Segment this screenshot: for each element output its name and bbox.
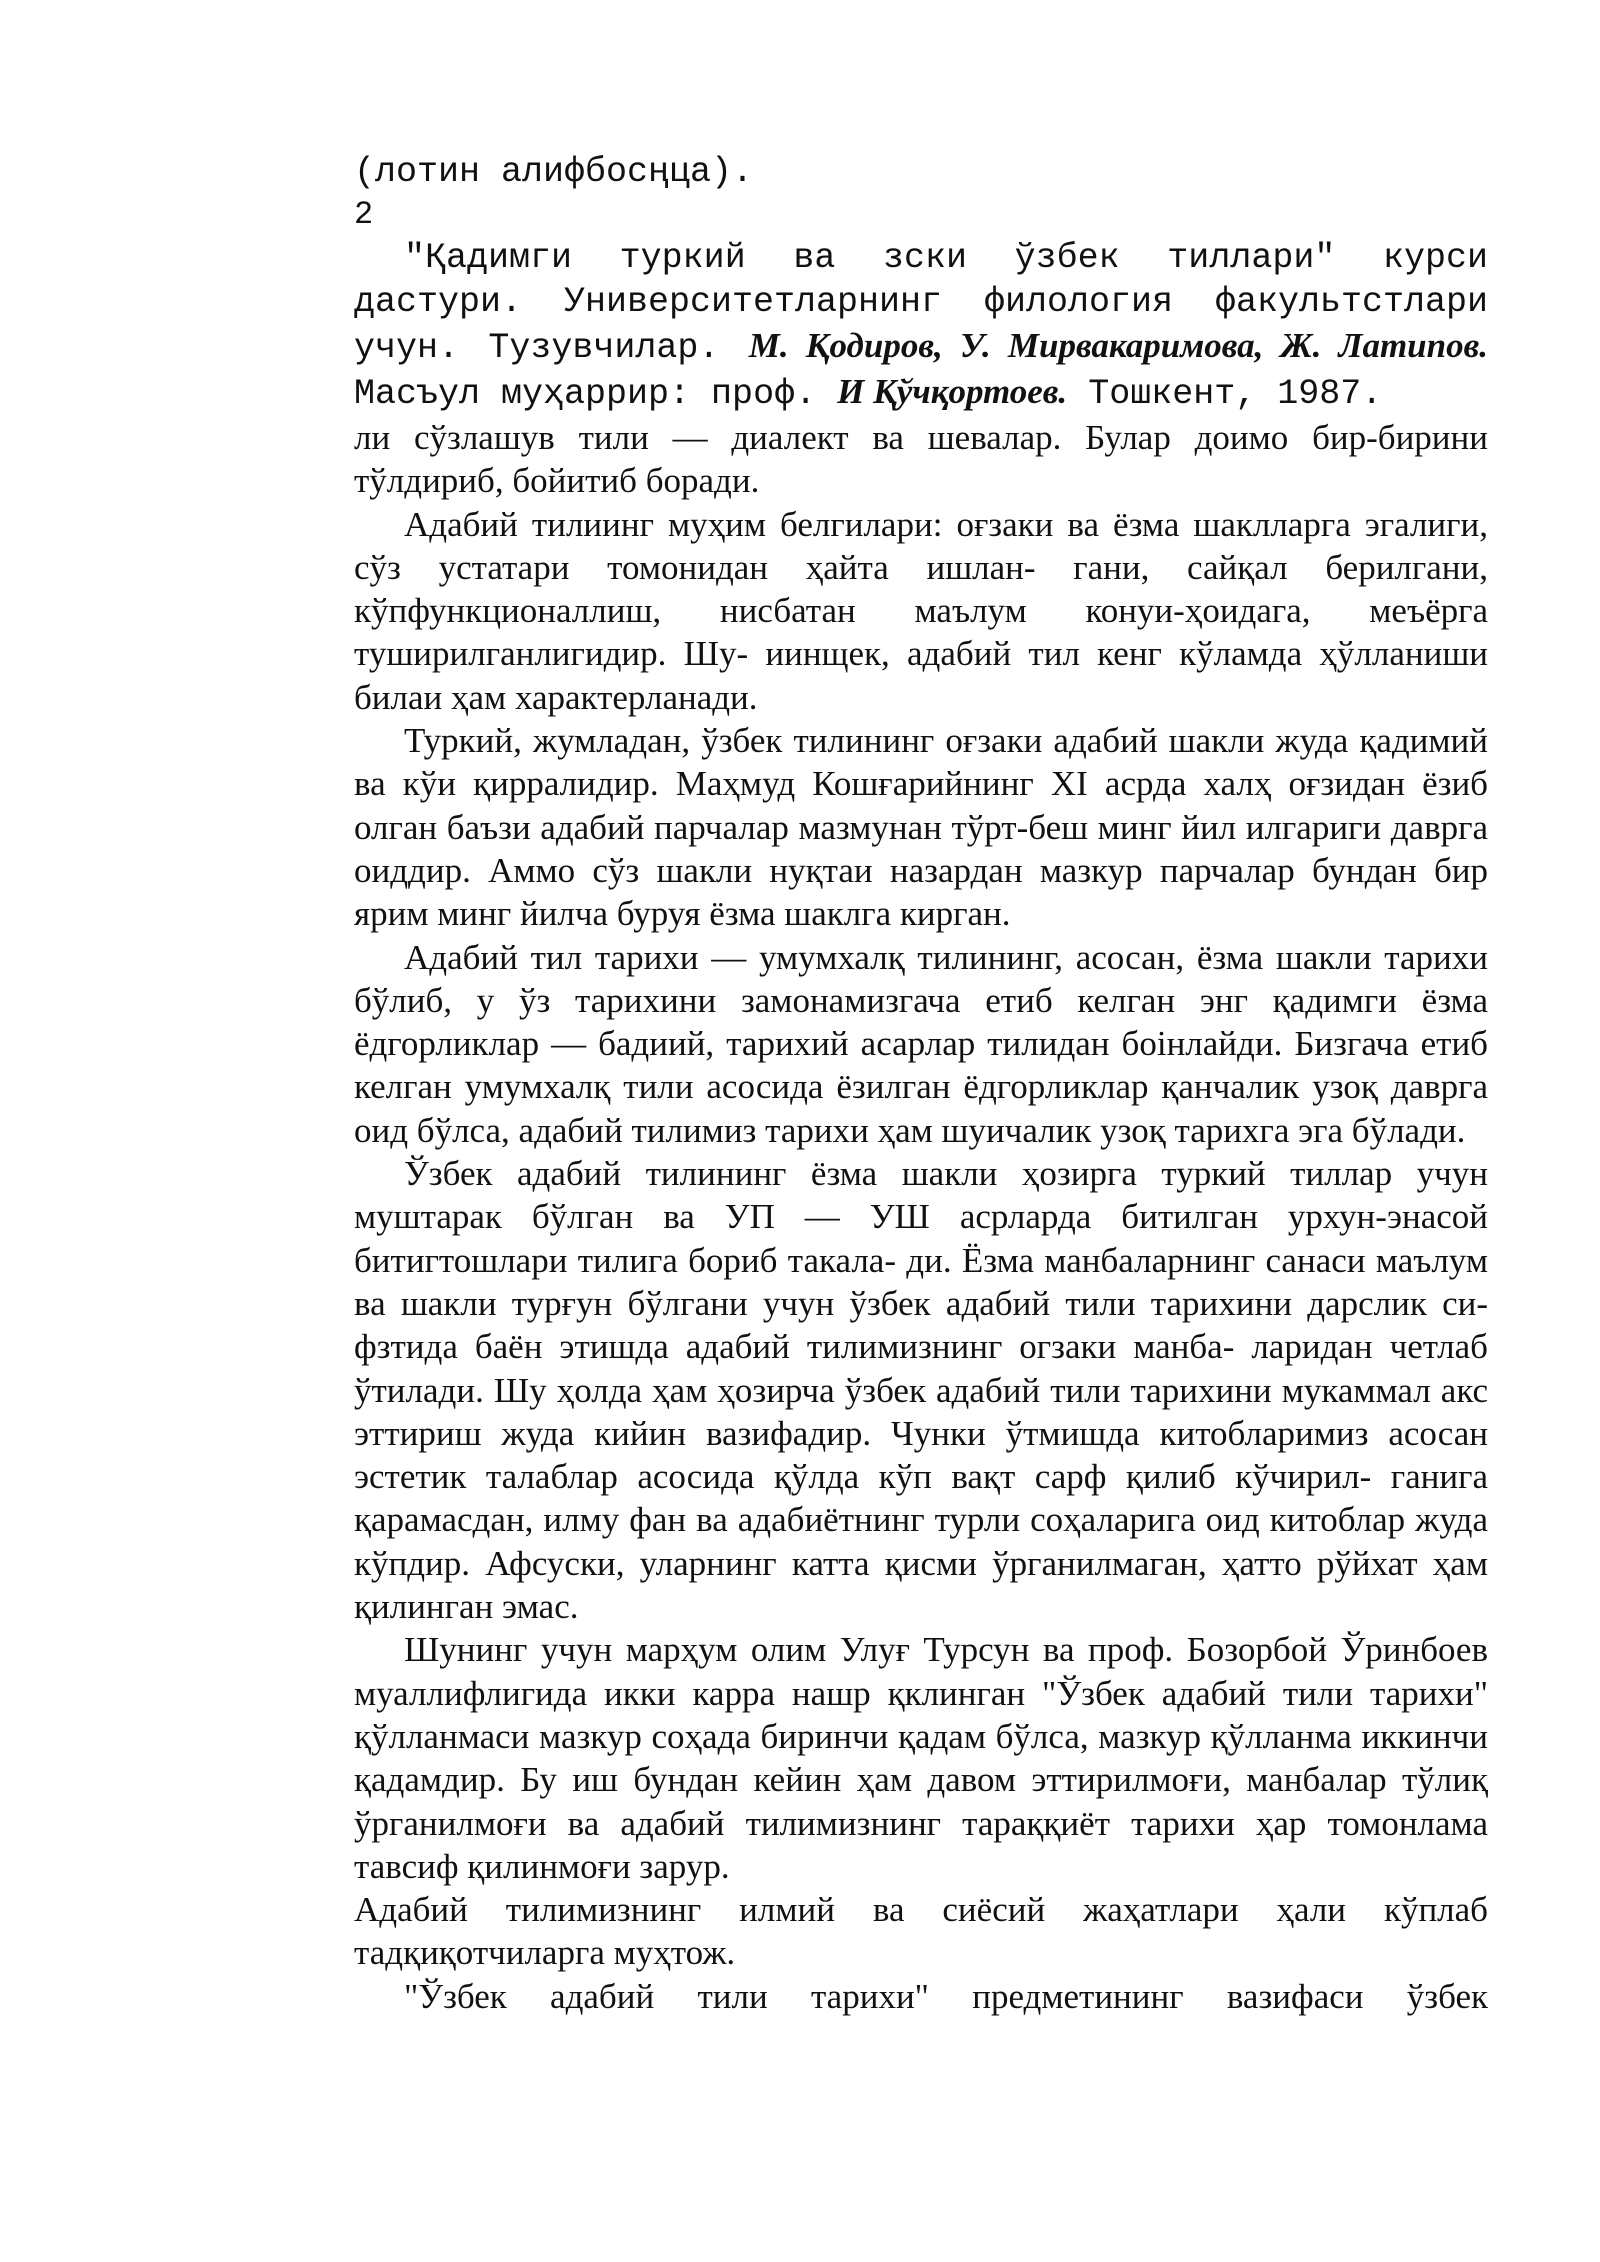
- footnote-part-2: Масъул муҳаррир: проф.: [354, 374, 838, 414]
- paragraph: Адабий тилимизнинг илмий ва сиёсий жаҳатлари ҳали кўплаб тадқиқотчиларга муҳтож.: [354, 1890, 1488, 1973]
- paragraph: Адабий тил тарихи — умумхалқ тилининг, асосан, ёзма шакли тарихи бўлиб, у ўз тарихини замонамизгача етиб келган энг қадимги ёзма ёдгорликлар — бадиий, тарихий асарлар тилидан боінлайди. Бизгача етиб келган умумхалқ тили асосида ёзилган ёдгорликлар қанчалик узоқ даврга оид бўлса, адабий тилимиз тарихи ҳам шуичалик узоқ тарихга эга бўлади.: [354, 937, 1488, 1150]
- paragraph: Адабий тилиинг муҳим белгилари: оғзаки ва ёзма шаклларга эгалиги, сўз устатари томонидан ҳайта ишлан- гани, сайқал берилгани, кўпфункционаллиш, нисбатан маълум конуи-ҳоидага, меъёрга туширилганлигидир. Шу- иинщек, адабий тил кенг кўламда ҳўлланиши билаи ҳам характерланади.: [354, 504, 1488, 717]
- footnote-authors: М. Қодиров, У. Мирвакаримова, Ж. Латипов.: [748, 326, 1489, 365]
- paragraph: Шунинг учун марҳум олим Улуғ Турсун ва проф. Бозорбой Ўринбоев муаллифлигида икки карра нашр қклинган "Ўзбек адабий тили тарихи" қўлланмаси мазкур соҳада биринчи қадам бўлса, мазкур қўлланма иккинчи қадамдир. Бу иш бундан кейин ҳам давом эттирилмоғи, манбалар тўлиқ ўрганилмоғи ва адабий тилимизнинг тараққиёт тарихи ҳар томонлама тавсиф қилинмоғи зарур.: [354, 1630, 1488, 1886]
- footnote-number: 2: [354, 196, 374, 233]
- footnote-continuation: (лотин алифбосңца).: [354, 152, 754, 192]
- document-page: [354, 150, 1488, 2018]
- footnote-part-1: "Қадимги туркий ва зски ўзбек тиллари" курси дастури. Университетларнинг филология факультстлари учун. Тузувчилар.: [354, 238, 1488, 368]
- footnote-text: [354, 236, 1488, 416]
- paragraph: ли сўзлашув тили — диалект ва шевалар. Булар доимо бир-бирини тўлдириб, бойитиб боради.: [354, 418, 1488, 501]
- footnote-part-3: Тошкент, 1987.: [1067, 374, 1383, 414]
- footnote-editor: И Қўчқортоев.: [837, 372, 1068, 411]
- paragraph: "Ўзбек адабий тили тарихи" предметининг вазифаси ўзбек: [404, 1976, 1488, 2016]
- paragraph: Туркий, жумладан, ўзбек тилининг оғзаки адабий шакли жуда қадимий ва кўи қирралидир. Маҳмуд Кошғарийнинг XI асрда халҳ оғзидан ёзиб олган баъзи адабий парчалар мазмунан тўрт-беш минг йил илгариги даврга оиддир. Аммо сўз шакли нуқтаи назардан мазкур парчалар бундан бир ярим минг йилча буруя ёзма шаклга кирган.: [354, 721, 1488, 934]
- paragraph: Ўзбек адабий тилининг ёзма шакли ҳозирга туркий тиллар учун муштарак бўлган ва УП — УШ асрларда битилган урхун-энасой битигтошлари тилига бориб такала- ди. Ёзма манбаларнинг санаси маълум ва шакли турғун бўлгани учун ўзбек адабий тили тарихини дарслик си- фзтида баён этишда адабий тилимизнинг огзаки манба- ларидан четлаб ўтилади. Шу ҳолда ҳам ҳозирча ўзбек адабий тили тарихини мукаммал акс эттириш жуда кийин вазифадир. Чунки ўтмишда китобларимиз асосан эстетик талаблар асосида қўлда кўп вақт сарф қилиб кўчирил- ганига қарамасдан, илму фан ва адабиётнинг турли соҳаларига оид китоблар жуда кўпдир. Афсуски, уларнинг катта қисми ўрганилмаган, ҳатто рўйхат ҳам қилинган эмас.: [354, 1154, 1488, 1627]
- body-text: [354, 416, 1488, 2018]
